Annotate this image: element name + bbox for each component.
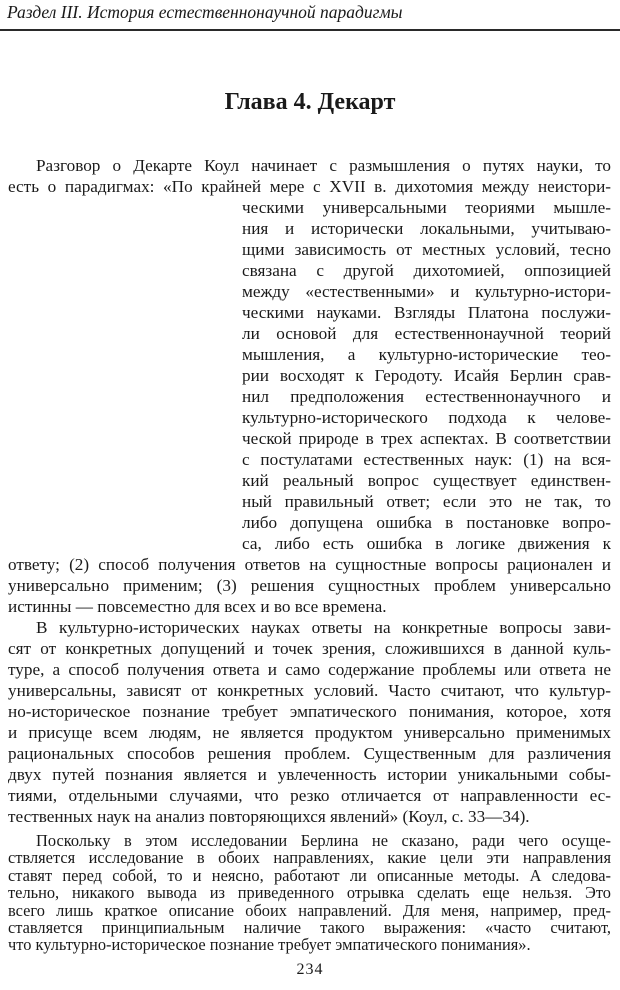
text-line: ответу; (2) способ получения ответов на сущностные вопросы рационален и	[8, 555, 611, 574]
text-line: универсальны, зависят от конкретных условий. Часто считают, что культур-	[8, 681, 611, 700]
text-line: ческой природе в трех аспектах. В соответствии	[242, 429, 611, 448]
text-line: всего лишь краткое описание обоих направлений. Для меня, например, пред-	[8, 900, 611, 920]
text-line: рии восходят к Геродоту. Исайя Берлин срав-	[242, 366, 611, 385]
text-line: истинны — повсеместно для всех и во все времена.	[8, 597, 387, 616]
text-line: нил предположения естественнонаучного и	[242, 387, 611, 406]
text-line: ческими науками. Взгляды Платона послужи-	[242, 303, 611, 322]
text-line: ставляется принципиальным наличие такого выражения: «часто считают,	[8, 918, 611, 937]
chapter-title: Глава 4. Декарт	[224, 89, 396, 115]
text-line: тельно, никакого вывода из приведенного отрывка сделать еще нельзя. Это	[8, 883, 611, 903]
text-line: Разговор о Декарте Коул начинает с размышления о путях науки, то	[36, 156, 611, 175]
header-rule	[0, 29, 620, 31]
text-line: рациональных способов решения проблем. Существенным для различения	[8, 744, 611, 763]
text-line: и присуще всем людям, не является продуктом универсально применимых	[8, 723, 611, 742]
text-line: мышления, а культурно-исторические тео-	[242, 345, 611, 364]
text-line: между «естественными» и культурно-истори-	[242, 282, 611, 301]
text-line: Поскольку в этом исследовании Берлина не сказано, ради чего осуще-	[36, 831, 611, 850]
text-line: ствляется исследование в обоих направлениях, какие цели эти направления	[8, 848, 611, 868]
text-line: двух путей познания является и увлеченность истории уникальными собы-	[8, 765, 611, 784]
text-line: с постулатами естественных наук: (1) на вся-	[242, 450, 611, 469]
text-line: кий реальный вопрос существует единствен-	[242, 471, 611, 490]
text-line: са, либо есть ошибка в логике движения к	[242, 534, 611, 553]
text-line: щими зависимость от местных условий, тесно	[242, 240, 611, 259]
text-line: сят от конкретных допущений и точек зрения, сложившихся в данной куль-	[8, 639, 611, 658]
text-line: ли основой для естественнонаучной теорий	[242, 324, 611, 343]
text-line: тиями, отдельными случаями, что резко отличается от направленности ес-	[8, 786, 611, 805]
text-line: ческими универсальными теориями мышле-	[242, 198, 611, 217]
text-line: ния и исторически локальными, учитываю-	[242, 219, 611, 238]
text-line: ставят перед собой, то и неясно, работают ли описанные методы. А следова-	[8, 865, 611, 885]
text-line: туре, а способ получения ответа и само содержание проблемы или ответа не	[8, 660, 611, 679]
text-line: ный правильный ответ; если это не так, то	[242, 492, 611, 511]
text-line: В культурно-исторических науках ответы на конкретные вопросы зави-	[36, 618, 611, 637]
running-header: Раздел III. История естественнонаучной парадигмы	[7, 2, 403, 22]
page-number: 234	[296, 961, 324, 978]
text-line: либо допущена ошибка в постановке вопро-	[242, 513, 611, 532]
text-line: культурно-исторического подхода к челове-	[242, 408, 611, 427]
text-line: но-историческое познание требует эмпатического понимания, которое, хотя	[8, 702, 611, 721]
text-line: что культурно-историческое познание требует эмпатического понимания».	[8, 935, 531, 955]
text-line: связана с другой дихотомией, оппозицией	[242, 261, 611, 280]
text-line: тественных наук на анализ повторяющихся явлений» (Коул, с. 33—34).	[8, 807, 530, 826]
text-line: есть о парадигмах: «По крайней мере с XVII в. дихотомия между неистори-	[8, 177, 611, 196]
text-line: универсально применим; (3) решения сущностных проблем универсально	[8, 576, 611, 595]
